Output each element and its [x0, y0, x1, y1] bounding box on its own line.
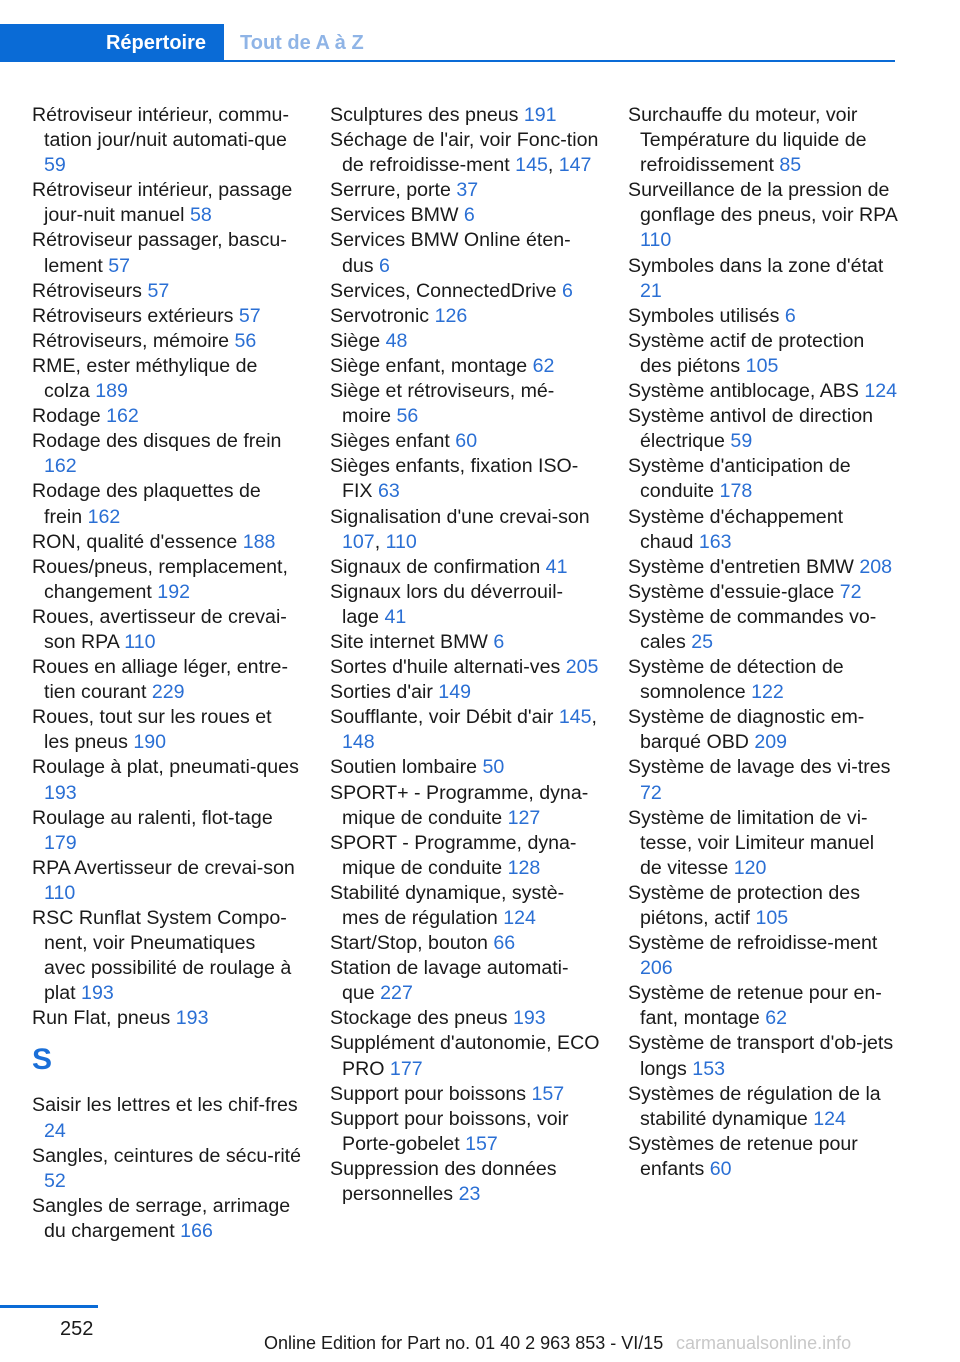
footer-rule	[0, 1305, 98, 1308]
index-entry	[628, 329, 898, 379]
index-entry	[32, 655, 302, 705]
entry-term: SPORT - Programme, dyna‐mique de conduite	[330, 831, 577, 879]
index-entry	[628, 931, 898, 981]
entry-term: RPA Avertisseur de crevai‐son	[32, 856, 295, 879]
entry-term: Sièges enfants, fixation ISO‐FIX	[330, 455, 579, 503]
page-link[interactable]: 145	[515, 154, 548, 177]
page-link[interactable]: 62	[532, 354, 555, 377]
entry-term: Rodage	[32, 405, 101, 428]
entry-term: Roues/pneus, remplacement, changement	[32, 555, 288, 603]
page-link[interactable]: 72	[640, 781, 662, 804]
entry-term: Roulage au ralenti, flot‐tage	[32, 806, 273, 829]
index-entry	[628, 555, 898, 580]
index-entry	[330, 103, 600, 128]
page-number: 252	[60, 1318, 94, 1340]
entry-term: Stockage des pneus	[330, 1007, 508, 1030]
index-entry	[32, 329, 302, 354]
entry-term: Soufflante, voir Débit d'air	[330, 706, 554, 729]
index-entry	[330, 279, 600, 304]
page-link[interactable]: 37	[456, 179, 479, 202]
page-link[interactable]: 209	[754, 731, 788, 754]
edition-text: Online Edition for Part no. 01 40 2 963 853 - VI/15	[264, 1333, 664, 1353]
index-column-2	[330, 103, 600, 1207]
index-entry	[32, 1194, 302, 1244]
entry-term: RSC Runflat System Compo‐nent, voir Pneumatiques avec possibilité de roulage à plat	[32, 907, 292, 1005]
entry-term: Siège	[330, 329, 381, 352]
page-link[interactable]: 148	[342, 731, 375, 754]
index-entry	[330, 228, 600, 278]
page-link[interactable]: 41	[545, 555, 568, 578]
index-entry	[32, 856, 302, 906]
entry-term: Système d'essuie-glace	[628, 580, 835, 603]
entry-term: RON, qualité d'essence	[32, 530, 238, 553]
entry-term: Signaux de confirmation	[330, 555, 541, 578]
page-link[interactable]: 178	[719, 480, 753, 503]
index-entry	[330, 680, 600, 705]
page-link[interactable]: 189	[95, 380, 128, 403]
page-link[interactable]: 6	[493, 630, 505, 653]
entry-term: Services BMW Online éten‐dus	[330, 229, 571, 277]
index-entry	[628, 605, 898, 655]
page-link[interactable]: 163	[698, 530, 732, 553]
entry-term: Stabilité dynamique, systè‐mes de régulation	[330, 881, 565, 929]
entry-term: Système antiblocage, ABS	[628, 380, 859, 403]
index-entry	[628, 103, 898, 178]
index-entry	[330, 1031, 600, 1081]
index-entry	[330, 931, 600, 956]
entry-term: Signalisation d'une crevai‐son	[330, 505, 590, 528]
entry-term: Roues en alliage léger, entre‐tien courant	[32, 656, 288, 704]
entry-term: Siège et rétroviseurs, mé‐moire	[330, 380, 555, 428]
entry-term: Système d'entretien BMW	[628, 555, 854, 578]
index-entry	[32, 705, 302, 755]
watermark-text: carmanualsonline.info	[676, 1333, 852, 1353]
index-entry	[330, 1082, 600, 1107]
page-link[interactable]: 107	[342, 530, 375, 553]
entry-term: Roulage à plat, pneumati‐ques	[32, 756, 299, 779]
page-link[interactable]: 179	[44, 831, 77, 854]
index-entry	[330, 454, 600, 504]
page-link[interactable]: 58	[189, 204, 212, 227]
entry-term: Start/Stop, bouton	[330, 932, 488, 955]
entry-term: Supplément d'autonomie, ECO PRO	[330, 1032, 600, 1080]
index-entry	[32, 806, 302, 856]
entry-term: Sculptures des pneus	[330, 104, 519, 126]
index-entry	[330, 755, 600, 780]
index-entry	[628, 755, 898, 805]
entry-term: Rodage des disques de frein	[32, 430, 282, 453]
entry-term: Système de protection des piétons, actif	[628, 881, 860, 929]
page-link[interactable]: 57	[147, 279, 170, 302]
index-entry	[628, 655, 898, 705]
page-link[interactable]: 6	[561, 279, 573, 302]
page-link[interactable]: 205	[565, 656, 599, 679]
page-link[interactable]: 85	[779, 154, 802, 177]
index-entry: Séchage de l'air, voir Fonc‐tion de refroidisse‐ment 145, 147	[330, 129, 599, 177]
entry-term: Système de diagnostic em‐barqué OBD	[628, 706, 865, 754]
page-link[interactable]: 153	[692, 1057, 725, 1080]
page-link[interactable]: 52	[44, 1169, 66, 1192]
entry-term: Système de retenue pour en‐fant, montage	[628, 982, 882, 1030]
index-entry	[628, 580, 898, 605]
index-entry	[330, 555, 600, 580]
page-link[interactable]: 157	[465, 1132, 498, 1155]
index-entry	[330, 580, 600, 630]
page-link[interactable]: 145	[558, 706, 592, 729]
entry-term: Système de limitation de vi‐tesse, voir Limiteur manuel de vitesse	[628, 806, 875, 879]
entry-term: Rétroviseur intérieur, passage jour-nuit manuel	[32, 179, 293, 227]
index-entry	[32, 906, 302, 1006]
index-entry	[330, 630, 600, 655]
index-entry	[32, 103, 302, 178]
entry-term: Système de commandes vo‐cales	[628, 605, 877, 653]
index-entry	[330, 1157, 600, 1207]
index-entry	[32, 555, 302, 605]
index-entry	[32, 429, 302, 479]
page-link[interactable]: 56	[234, 329, 257, 352]
entry-term: Services BMW	[330, 204, 459, 227]
page-link[interactable]: 120	[733, 856, 767, 879]
index-entry	[32, 479, 302, 529]
index-entry: Soufflante, voir Débit d'air 145, 148	[330, 706, 597, 754]
index-entry	[32, 755, 302, 805]
index-entry	[628, 178, 898, 253]
header-tabs	[0, 24, 895, 62]
index-entry	[32, 1093, 302, 1143]
entry-term: Système d'anticipation de conduite	[628, 455, 851, 503]
entry-term: Symboles utilisés	[628, 304, 780, 327]
page-link[interactable]: 25	[691, 630, 713, 653]
entry-term: Sièges enfant	[330, 430, 450, 453]
entry-term: Siège enfant, montage	[330, 354, 528, 377]
page-link[interactable]: 63	[377, 480, 400, 503]
entry-term: Site internet BMW	[330, 630, 488, 653]
index-entry	[628, 881, 898, 931]
page-link[interactable]: 162	[106, 405, 139, 428]
entry-term: Support pour boissons, voir Porte-gobelet	[330, 1107, 569, 1155]
page-link[interactable]: 6	[463, 204, 475, 227]
index-entry	[32, 178, 302, 228]
page-link[interactable]: 206	[640, 957, 673, 980]
page-link[interactable]: 162	[44, 455, 77, 478]
entry-term: Symboles dans la zone d'état	[628, 254, 884, 277]
page-link[interactable]: 124	[503, 907, 536, 929]
page-link[interactable]: 122	[751, 681, 784, 704]
entry-term: Rétroviseur intérieur, commu‐tation jour/nuit automati‐que	[32, 104, 289, 152]
page-link[interactable]: 59	[730, 430, 753, 453]
page-link[interactable]: 128	[507, 856, 541, 879]
index-entry	[32, 228, 302, 278]
index-entry	[330, 304, 600, 329]
entry-term: Signaux lors du déverrouil‐lage	[330, 580, 564, 628]
entry-term: Systèmes de régulation de la stabilité dynamique	[628, 1082, 881, 1130]
page-link[interactable]: 59	[44, 154, 66, 177]
entry-term: Systèmes de retenue pour enfants	[628, 1132, 858, 1180]
tab-tout-de-a-a-z[interactable]: Tout de A à Z	[240, 32, 364, 54]
index-entry	[628, 379, 898, 404]
index-column-1	[32, 103, 302, 1244]
page-link[interactable]: 149	[438, 681, 471, 704]
entry-term: RME, ester méthylique de colza	[32, 354, 258, 403]
page-link[interactable]: 60	[709, 1157, 732, 1180]
entry-term: Saisir les lettres et les chif‐fres	[32, 1094, 298, 1117]
page-link[interactable]: 147	[558, 154, 592, 177]
entry-term: Système de refroidisse‐ment	[628, 932, 878, 955]
entry-term: Sortes d'huile alternati‐ves	[330, 656, 561, 679]
page-link[interactable]: 193	[44, 781, 77, 804]
index-entry	[628, 304, 898, 329]
entry-term: Suppression des données personnelles	[330, 1157, 557, 1206]
entry-term: Rodage des plaquettes de frein	[32, 480, 261, 528]
index-entry	[330, 178, 600, 203]
page-link[interactable]: 110	[44, 881, 76, 904]
entry-term: Surveillance de la pression de gonflage des pneus, voir RPA	[628, 179, 897, 227]
index-entry	[330, 1006, 600, 1031]
index-entry	[32, 304, 302, 329]
page-link[interactable]: 41	[384, 605, 407, 628]
page-link[interactable]: 177	[389, 1057, 423, 1080]
index-entry: Signalisation d'une crevai‐son 107, 110	[330, 505, 590, 553]
page-link[interactable]: 62	[765, 1007, 788, 1030]
entry-term: Soutien lombaire	[330, 756, 478, 779]
index-entry	[330, 379, 600, 429]
page-link[interactable]: 188	[242, 530, 276, 553]
entry-term: Séchage de l'air, voir Fonc‐tion de refroidisse‐ment	[330, 129, 599, 177]
page-link[interactable]: 193	[513, 1007, 546, 1030]
index-entry	[330, 329, 600, 354]
entry-term: Système antivol de direction électrique	[628, 405, 874, 453]
page-link[interactable]: 126	[434, 304, 468, 327]
entry-term: Sangles, ceintures de sécu‐rité	[32, 1144, 302, 1167]
entry-term: Système de détection de somnolence	[628, 656, 844, 704]
entry-term: Système d'échappement chaud	[628, 505, 844, 553]
index-entry	[330, 203, 600, 228]
entry-term: Support pour boissons	[330, 1082, 527, 1105]
page-link[interactable]: 56	[396, 405, 419, 428]
page-link[interactable]: 193	[175, 1007, 209, 1030]
entry-term: Serrure, porte	[330, 179, 451, 202]
tab-repertoire[interactable]: Répertoire	[0, 24, 224, 62]
entry-term: Sangles de serrage, arrimage du chargement	[32, 1194, 291, 1242]
page-link[interactable]: 105	[755, 907, 789, 929]
page-link[interactable]: 229	[151, 681, 185, 704]
index-entry	[32, 1006, 302, 1031]
section-letter: S	[32, 1043, 53, 1077]
entry-term: Surchauffe du moteur, voir Température du liquide de refroidissement	[628, 104, 867, 177]
page-link[interactable]: 192	[157, 580, 190, 603]
page-link[interactable]: 110	[124, 630, 156, 653]
page-link[interactable]: 57	[108, 254, 131, 277]
page-link[interactable]: 166	[180, 1219, 213, 1242]
index-entry	[32, 404, 302, 429]
entry-term: Rétroviseur passager, bascu‐lement	[32, 229, 287, 277]
index-entry	[628, 505, 898, 555]
entry-term: SPORT+ - Programme, dyna‐mique de conduite	[330, 781, 589, 829]
index-entry	[628, 705, 898, 755]
page-link[interactable]: 190	[133, 731, 167, 754]
index-entry	[330, 881, 600, 931]
page-link[interactable]: 193	[81, 982, 114, 1005]
index-entry	[330, 831, 600, 881]
index-entry	[628, 1082, 898, 1132]
entry-term: Servotronic	[330, 304, 430, 327]
page-link[interactable]: 48	[385, 329, 408, 352]
entry-term: Rétroviseurs, mémoire	[32, 329, 230, 352]
index-entry	[330, 1107, 600, 1157]
index-entry	[32, 1144, 302, 1194]
entry-term: Système actif de protection des piétons	[628, 329, 865, 377]
index-entry	[330, 956, 600, 1006]
entry-term: Système de lavage des vi‐tres	[628, 756, 891, 779]
entry-term: Run Flat, pneus	[32, 1007, 171, 1030]
page-link[interactable]: 110	[385, 530, 417, 553]
entry-term: Station de lavage automati‐que	[330, 957, 569, 1005]
page-link[interactable]: 60	[455, 430, 478, 453]
index-entry	[628, 254, 898, 304]
index-entry	[628, 806, 898, 881]
page-link[interactable]: 72	[839, 580, 862, 603]
entry-term: Roues, avertisseur de crevai‐son RPA	[32, 605, 287, 653]
index-column-3	[628, 103, 898, 1182]
index-entry	[628, 404, 898, 454]
page-link[interactable]: 23	[458, 1183, 481, 1206]
page-link[interactable]: 127	[507, 806, 541, 829]
entry-term: Système de transport d'ob‐jets longs	[628, 1032, 894, 1080]
entry-term: Rétroviseurs extérieurs	[32, 304, 234, 327]
page-link[interactable]: 110	[640, 229, 672, 252]
index-entry	[32, 530, 302, 555]
page-link[interactable]: 50	[482, 756, 505, 779]
index-entry	[628, 454, 898, 504]
entry-term: Sorties d'air	[330, 681, 433, 704]
index-entry	[32, 279, 302, 304]
index-entry	[628, 1031, 898, 1081]
page-link[interactable]: 66	[493, 932, 516, 955]
index-entry	[330, 429, 600, 454]
entry-term: Roues, tout sur les roues et les pneus	[32, 706, 272, 754]
entry-term: Services, ConnectedDrive	[330, 279, 557, 302]
page-link[interactable]: 157	[531, 1082, 565, 1105]
page-link[interactable]: 21	[640, 279, 662, 302]
index-entry	[32, 605, 302, 655]
page-link[interactable]: 57	[238, 304, 261, 327]
entry-term: Rétroviseurs	[32, 279, 142, 302]
page-link[interactable]: 6	[784, 304, 796, 327]
page-link[interactable]: 105	[745, 354, 779, 377]
page-link[interactable]: 208	[859, 555, 893, 578]
page-link[interactable]: 124	[813, 1107, 846, 1130]
page-link[interactable]: 162	[87, 505, 121, 528]
page-link[interactable]: 6	[379, 254, 390, 277]
index-entry	[330, 781, 600, 831]
page-link[interactable]: 124	[864, 380, 898, 403]
page-link[interactable]: 24	[44, 1119, 66, 1142]
index-entry	[628, 1132, 898, 1182]
page-link[interactable]: 227	[380, 982, 413, 1005]
page-link[interactable]: 191	[523, 104, 557, 126]
index-entry	[628, 981, 898, 1031]
index-entry	[330, 655, 600, 680]
index-entry	[32, 354, 302, 404]
index-entry	[330, 354, 600, 379]
